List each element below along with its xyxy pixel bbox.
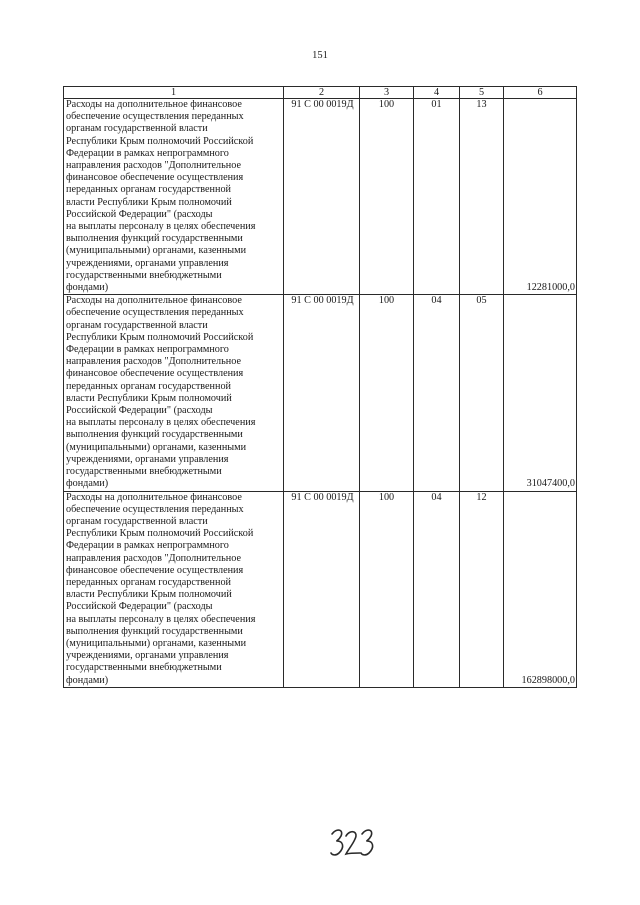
description-line: на выплаты персоналу в целях обеспечения	[66, 613, 256, 625]
amount: 12281000,0	[504, 99, 577, 295]
description-line: органам государственной власти	[66, 515, 208, 527]
row-description	[64, 99, 284, 295]
description-line: обеспечение осуществления переданных	[66, 111, 244, 123]
description-line: обеспечение осуществления переданных	[66, 503, 244, 515]
expense-type-code: 100	[360, 295, 414, 491]
expense-type-code: 100	[360, 491, 414, 687]
description-line: учреждениями, органами управления	[66, 257, 229, 269]
section-code: 04	[414, 491, 460, 687]
description-line: власти Республики Крым полномочий	[66, 589, 232, 601]
description-line: Расходы на дополнительное финансовое	[66, 99, 242, 110]
description-line: государственными внебюджетными	[66, 466, 222, 478]
table-row	[64, 99, 577, 295]
description-line: финансовое обеспечение осуществления	[66, 564, 244, 576]
description-line: Российской Федерации" (расходы	[66, 601, 213, 613]
header-row	[64, 87, 577, 99]
description-line: выполнения функций государственными	[66, 233, 243, 245]
description-line: Расходы на дополнительное финансовое	[66, 491, 242, 503]
description-line: власти Республики Крым полномочий	[66, 196, 232, 208]
description-line: Республики Крым полномочий Российской	[66, 135, 254, 147]
header-col-1: 1	[64, 87, 284, 99]
description-line: финансовое обеспечение осуществления	[66, 368, 244, 380]
description-line: органам государственной власти	[66, 319, 208, 331]
table-row	[64, 295, 577, 491]
description-line: власти Республики Крым полномочий	[66, 392, 232, 404]
header-col-3: 3	[360, 87, 414, 99]
table-row	[64, 491, 577, 687]
subsection-code: 13	[460, 99, 504, 295]
description-line: направления расходов "Дополнительное	[66, 552, 241, 564]
description-line: направления расходов "Дополнительное	[66, 356, 241, 368]
description-line: государственными внебюджетными	[66, 662, 222, 674]
description-line: переданных органам государственной	[66, 576, 232, 588]
subsection-code: 12	[460, 491, 504, 687]
description-line: Республики Крым полномочий Российской	[66, 331, 254, 343]
description-line: выполнения функций государственными	[66, 429, 243, 441]
description-line: (муниципальными) органами, казенными	[66, 441, 247, 453]
description-line: финансовое обеспечение осуществления	[66, 172, 244, 184]
target-article-code: 91 С 00 0019Д	[284, 99, 360, 295]
description-line: Расходы на дополнительное финансовое	[66, 295, 242, 307]
description-line: обеспечение осуществления переданных	[66, 307, 244, 319]
header-col-4: 4	[414, 87, 460, 99]
description-line: на выплаты персоналу в целях обеспечения	[66, 221, 256, 233]
row-description	[64, 491, 284, 687]
section-code: 01	[414, 99, 460, 295]
description-line: Федерации в рамках непрограммного	[66, 147, 229, 159]
description-line: фондами)	[66, 674, 109, 686]
budget-table	[63, 86, 577, 688]
target-article-code: 91 С 00 0019Д	[284, 295, 360, 491]
amount: 31047400,0	[504, 295, 577, 491]
description-line: переданных органам государственной	[66, 184, 232, 196]
description-line: на выплаты персоналу в целях обеспечения	[66, 417, 256, 429]
description-line: государственными внебюджетными	[66, 269, 222, 281]
header-col-6: 6	[504, 87, 577, 99]
description-line: Федерации в рамках непрограммного	[66, 540, 229, 552]
expense-type-code: 100	[360, 99, 414, 295]
description-line: направления расходов "Дополнительное	[66, 160, 241, 172]
description-line: учреждениями, органами управления	[66, 453, 229, 465]
header-col-2: 2	[284, 87, 360, 99]
description-line: выполнения функций государственными	[66, 625, 243, 637]
description-line: органам государственной власти	[66, 123, 208, 135]
description-line: переданных органам государственной	[66, 380, 232, 392]
target-article-code: 91 С 00 0019Д	[284, 491, 360, 687]
row-description	[64, 295, 284, 491]
description-line: Российской Федерации" (расходы	[66, 208, 213, 220]
description-line: Республики Крым полномочий Российской	[66, 528, 254, 540]
section-code: 04	[414, 295, 460, 491]
page-number: 151	[312, 50, 328, 61]
description-line: фондами)	[66, 282, 109, 294]
header-col-5: 5	[460, 87, 504, 99]
description-line: Федерации в рамках непрограммного	[66, 344, 229, 356]
subsection-code: 05	[460, 295, 504, 491]
description-line: учреждениями, органами управления	[66, 650, 229, 662]
description-line: Российской Федерации" (расходы	[66, 405, 213, 417]
amount: 162898000,0	[504, 491, 577, 687]
description-line: фондами)	[66, 478, 109, 490]
description-line: (муниципальными) органами, казенными	[66, 637, 247, 649]
description-line: (муниципальными) органами, казенными	[66, 245, 247, 257]
handwritten-page-mark	[328, 822, 378, 862]
